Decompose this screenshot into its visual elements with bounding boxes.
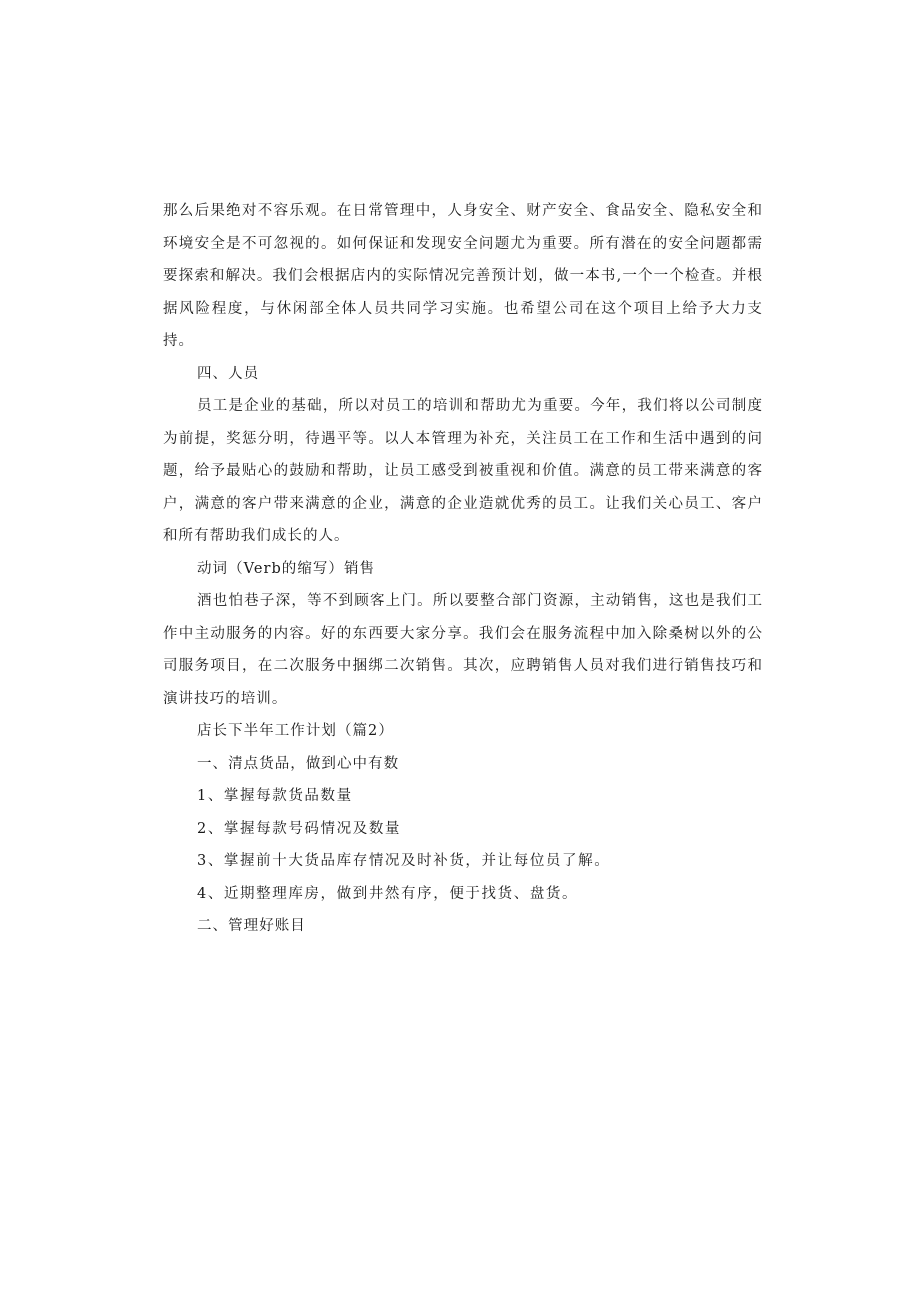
section-heading-inventory: 一、清点货品，做到心中有数 — [197, 755, 400, 772]
list-item: 4、近期整理库房，做到井然有序，便于找货、盘货。 — [197, 885, 579, 902]
section-heading-accounts: 二、管理好账目 — [197, 918, 306, 934]
paragraph-personnel: 员工是企业的基础，所以对员工的培训和帮助尤为重要。今年，我们将以公司制度为前提，奖惩分明，待遇平等。以人本管理为补充，关注员工在工作和生活中遇到的问题，给予最贴心的鼓励和帮助，让员工感受到被重视和价值。满意的员工带来满意的客户，满意的客户带来满意的企业，满意的企业造就优秀的员工。让我们关心员工、客户和所有帮助我们成长的人。 — [163, 398, 763, 544]
section-heading-sales: 动词（Verb的缩写）销售 — [197, 560, 376, 577]
document-body — [163, 195, 763, 943]
list-item: 3、掌握前十大货品库存情况及时补货，并让每位员了解。 — [197, 853, 611, 869]
list-item: 2、掌握每款号码情况及数量 — [197, 820, 402, 837]
document-title-part2: 店长下半年工作计划（篇2） — [197, 723, 394, 739]
section-heading-personnel: 四、人员 — [197, 365, 260, 382]
paragraph-safety-continuation: 那么后果绝对不容乐观。在日常管理中，人身安全、财产安全、食品安全、隐私安全和环境安全是不可忽视的。如何保证和发现安全问题尤为重要。所有潜在的安全问题都需要探索和解决。我们会根据店内的实际情况完善预计划，做一本书,一个一个检查。并根据风险程度，与休闲部全体人员共同学习实施。也希望公司在这个项目上给予大力支持。 — [163, 203, 763, 349]
list-item: 1、掌握每款货品数量 — [197, 788, 353, 804]
paragraph-sales: 酒也怕巷子深，等不到顾客上门。所以要整合部门资源，主动销售，这也是我们工作中主动服务的内容。好的东西要大家分享。我们会在服务流程中加入除桑树以外的公司服务项目，在二次服务中捆绑二次销售。其次，应聘销售人员对我们进行销售技巧和演讲技巧的培训。 — [163, 593, 763, 707]
